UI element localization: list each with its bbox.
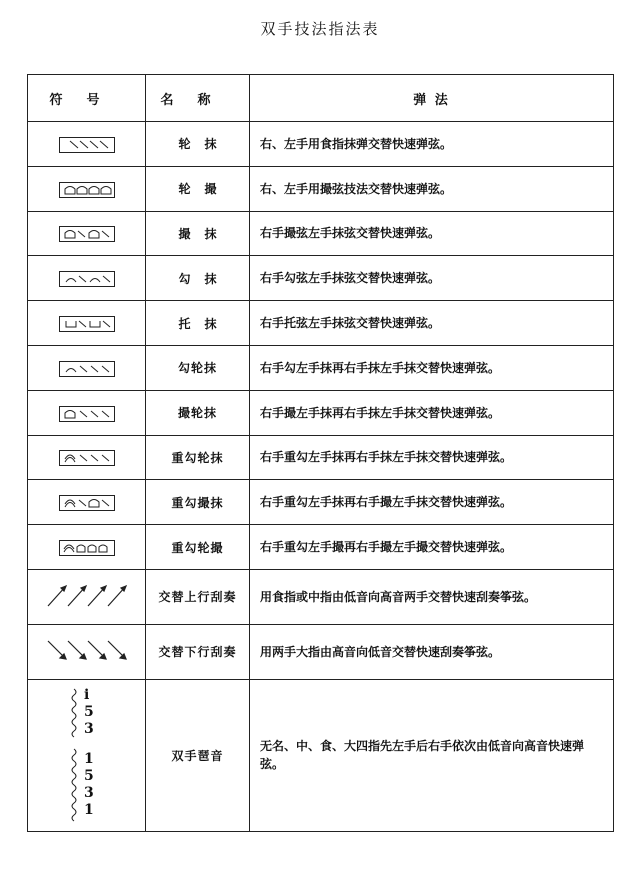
technique-name: 撮轮抹 bbox=[146, 390, 250, 435]
technique-desc: 右手重勾左手抹再右手抹左手抹交替快速弹弦。 bbox=[250, 435, 614, 480]
arc-box-marks-icon bbox=[59, 182, 115, 198]
technique-name: 勾轮抹 bbox=[146, 345, 250, 390]
technique-desc: 右手勾弦左手抹弦交替快速弹弦。 bbox=[250, 256, 614, 301]
note: 5 bbox=[84, 704, 94, 721]
table-row bbox=[28, 166, 614, 211]
table-row bbox=[28, 525, 614, 570]
technique-desc: 右手勾左手抹再右手抹左手抹交替快速弹弦。 bbox=[250, 345, 614, 390]
table-row bbox=[28, 345, 614, 390]
table-row bbox=[28, 256, 614, 301]
technique-desc: 右、左手用食指抹弹交替快速弹弦。 bbox=[250, 122, 614, 167]
table-row bbox=[28, 679, 614, 831]
bracket-slash-icon bbox=[59, 316, 115, 332]
technique-name: 勾抹 bbox=[146, 256, 250, 301]
table-row bbox=[28, 624, 614, 679]
technique-desc: 右、左手用撮弦技法交替快速弹弦。 bbox=[250, 166, 614, 211]
technique-name: 轮抹 bbox=[146, 122, 250, 167]
technique-name: 交替上行刮奏 bbox=[146, 569, 250, 624]
table-row bbox=[28, 122, 614, 167]
note: 5 bbox=[84, 768, 94, 785]
technique-name: 撮抹 bbox=[146, 211, 250, 256]
table-row bbox=[28, 211, 614, 256]
technique-name: 重勾撮抹 bbox=[146, 480, 250, 525]
note: i bbox=[84, 687, 90, 704]
technique-desc: 右手托弦左手抹弦交替快速弹弦。 bbox=[250, 301, 614, 346]
note: 1 bbox=[84, 802, 94, 819]
table-row bbox=[28, 435, 614, 480]
header-row bbox=[28, 75, 614, 122]
table-row bbox=[28, 301, 614, 346]
technique-name: 托抹 bbox=[146, 301, 250, 346]
page-title: 双手技法指法表 bbox=[260, 20, 380, 38]
note: 1 bbox=[84, 751, 94, 768]
header-name: 名称 bbox=[146, 75, 250, 122]
technique-desc: 用食指或中指由低音向高音两手交替快速刮奏筝弦。 bbox=[250, 569, 614, 624]
technique-desc: 右手重勾左手撮再右手撮左手撮交替快速弹弦。 bbox=[250, 525, 614, 570]
technique-name: 重勾轮撮 bbox=[146, 525, 250, 570]
arc-box-slash-icon bbox=[59, 226, 115, 242]
downward-arrows-icon bbox=[44, 650, 130, 669]
technique-name: 重勾轮抹 bbox=[146, 435, 250, 480]
technique-desc: 右手撮左手抹再右手抹左手抹交替快速弹弦。 bbox=[250, 390, 614, 435]
hook-slash-slash-icon bbox=[59, 361, 115, 377]
arpeggio-notes-icon bbox=[68, 685, 128, 825]
fingering-table bbox=[27, 74, 614, 832]
technique-desc: 右手重勾左手抹再右手撮左手抹交替快速弹弦。 bbox=[250, 480, 614, 525]
double-hook-slash-icon bbox=[59, 450, 115, 466]
header-method: 弹 法 bbox=[250, 75, 614, 122]
technique-desc: 用两手大指由高音向低音交替快速刮奏筝弦。 bbox=[250, 624, 614, 679]
hook-slash-icon bbox=[59, 271, 115, 287]
table-row bbox=[28, 390, 614, 435]
note: 3 bbox=[84, 785, 94, 802]
double-hook-arc-boxes-icon bbox=[59, 540, 115, 556]
note: 3 bbox=[84, 721, 94, 738]
upward-arrows-icon bbox=[44, 595, 130, 614]
technique-name: 交替下行刮奏 bbox=[146, 624, 250, 679]
slash-marks-icon bbox=[59, 137, 115, 153]
technique-desc: 无名、中、食、大四指先左手后右手依次由低音向高音快速弹弦。 bbox=[250, 679, 614, 831]
table-row bbox=[28, 480, 614, 525]
technique-name: 轮撮 bbox=[146, 166, 250, 211]
table-row bbox=[28, 569, 614, 624]
technique-desc: 右手撮弦左手抹弦交替快速弹弦。 bbox=[250, 211, 614, 256]
double-hook-arc-box-icon bbox=[59, 495, 115, 511]
header-symbol: 符号 bbox=[28, 75, 146, 122]
arc-box-slash-slash-icon bbox=[59, 406, 115, 422]
technique-name: 双手琶音 bbox=[146, 679, 250, 831]
